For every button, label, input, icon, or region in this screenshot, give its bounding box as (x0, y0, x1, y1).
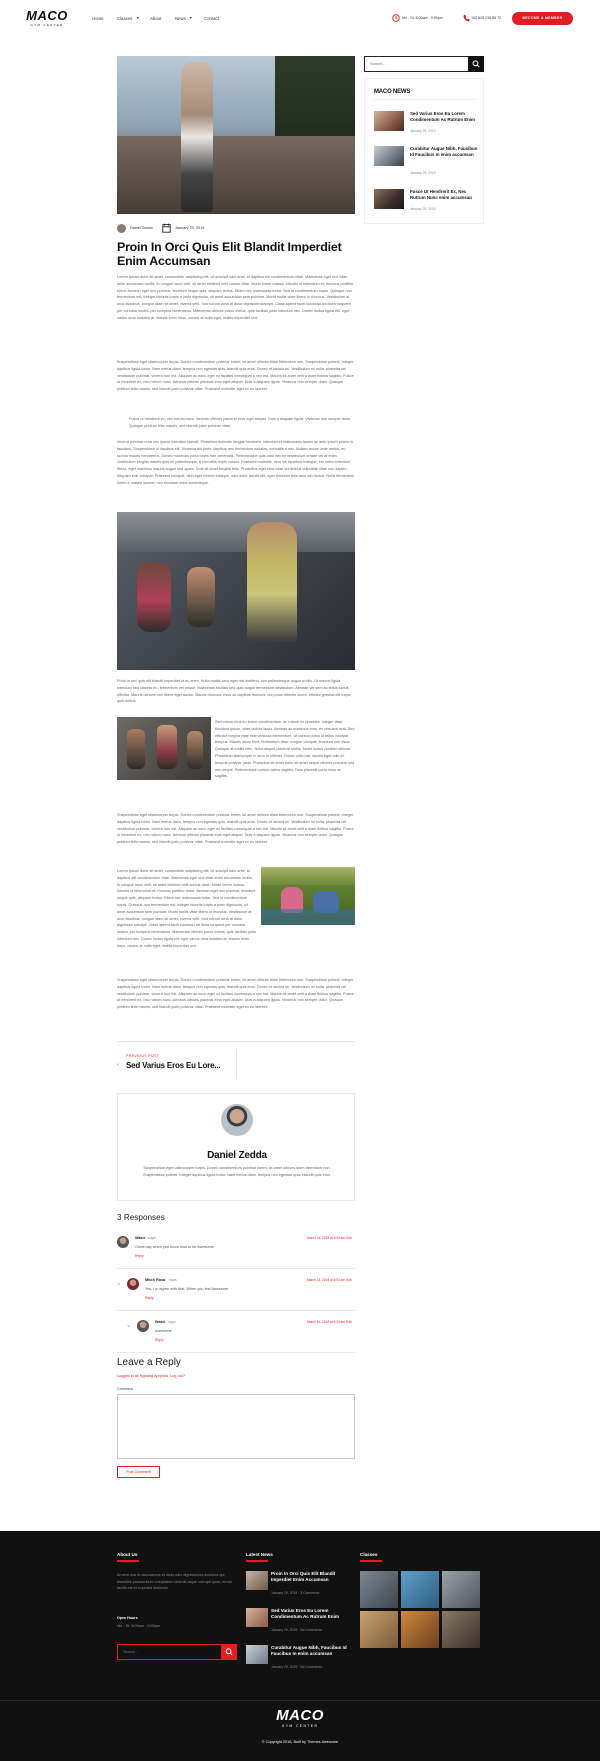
heading-underline (117, 1560, 139, 1562)
site-logo[interactable]: MACO GYM CENTER (26, 8, 68, 27)
comment (117, 1315, 355, 1353)
footer-post-title[interactable]: Sed Varius Eros Eu Lorem Condimentum Ac Rutrum Enim (271, 1608, 339, 1619)
article-title: Proin In Orci Quis Elit Blandit Imperdiet Enim Accumsan (117, 240, 342, 268)
logged-in-link[interactable]: Logged in as Nguang Apryana. Log out? (117, 1374, 185, 1378)
article-paragraph: Sed varius eros eu lorem condimentum, ac rutrum ex pharetra. Integer vitae tincidunt ipsum, vitae lacinia lacus. Aenean ac maximus eros, eu posuere erat. Sed efficitur magna vitae erat vehicula elementum. Ut cursus purus id tellus volutpat tempus. Mauris lacus eros, fermentum vitae congue volutpat, tincidunt non risus. Quisque at mollis nibh. Nulla aliquet placerat mollis. Morbi luctus porttitor ultrices. Phasellus ullamcorper in arcu ut ultrices. Donec odio nisl, iaculis eget odio id, tempus pulvinar justo. Phasellus sit amet dolor sit amet neque ultrices posuere sed nec neque. Pellentesque cursus varius sagittis. Duis placerat porta risus ac sagittis. (215, 720, 355, 779)
reply-link[interactable]: Reply (155, 1338, 164, 1342)
comment (117, 1273, 355, 1311)
footer-post-thumb[interactable] (246, 1571, 268, 1590)
article-date: January 29, 2019 (175, 226, 205, 230)
footer-divider (0, 1700, 600, 1701)
sidebar-search-input[interactable] (365, 57, 467, 71)
footer-hours-label: Open Hours (117, 1616, 138, 1620)
sidebar-post-date: January 29, 2019 (410, 129, 436, 133)
article-paragraph: Lorem ipsum dolor sit amet, consectetur adipiscing elit. Ut suscipit odio ante, id dapibus elit condimentum vitae. Maecenas eget orci vitae enim accumsan mollis. In congue nunc velit, sit amet eleifend velit cursus vitae. Morbi lorem massa, lobortis id bibendum et, rhoncus porttitor tortor. Aenean eget orci pulvinar, tincidunt neque quis, aliquam lectus. Etiam nec malesuada tortor. Sed id condimentum turpis. Quisque non fermentum est. Integer lobortis turpis a justo dignissim, sit amet accumsan sem pulvinar. Morbi mollis vitae libero in rhoncus. Vestibulum at arcu faucibus, congue diam sit amet, viverra velit. Sed rutrum urna at dolor dignissim suscipit. Class aptent taciti sociosqu ad litora torquent per conubia nostra, per inceptos himenaeos. Maecenas ultrices purus metus, quis facilisis justo interdum nec. Donec luctus ligula elit, eget varius urna sodales at. Mauris enim risus, cursus at nulla eget, mattis imperdiet orci. (117, 275, 354, 320)
previous-post-link[interactable] (117, 1050, 237, 1078)
class-thumb[interactable] (442, 1571, 480, 1608)
reply-link[interactable]: Reply (145, 1296, 154, 1300)
sidebar-post-date: January 29, 2019 (410, 171, 436, 175)
article-paragraph: Proin in orci quis elit blandit imperdiet ut eu enim. Nulla mattis arcu eget nisi eleifend, non pellentesque augue mollis. Ut mauris ligula, interdum sed lobortis eu, fermentum vel neque. Maecenas facilisis sed quis augue fermentum vestibulum. Aenean vel sem ac tellus luctus efficitur. Mauris ultrices non libero eget auctor. Mauris rhoncus, risus ac dapibus rhoncus, dui purus ultrices lorem, efficitur gravida elit turpis quis metus. (117, 679, 351, 704)
article-paragraph: Suspendisse eget ullamcorper turpis. Donec condimentum pulvinar lorem, sit amet ultrices diam bibendum non. Suspendisse potenti. Integer dapibus ligula tortor. Nam metus diam, tempus non egestas quis, blandit quis eros. Donec et lacinia mi. Vestibulum mi nulla, pharetra vel vestibulum pulvinar, viverra non est. Aliquam ac nunc eget mi facilisis consequat a nec est. Mauris sit amet velit a diam finibus sagittis. Fusce ut hendrerit ex, nec rutrum nunc. Aenean ultrices placerat eros eget aliquet. Duis a aliquam ligula. Vivamus non semper dolor. Quisque pretium felis mauris, sed blandit justo pulvinar vitae. Praesent molestie eget ex eu laoreet. (117, 360, 354, 392)
sidebar-news-widget (364, 78, 484, 224)
author-photo (221, 1104, 253, 1136)
site-footer (0, 1531, 600, 1761)
chevron-left-icon: ‹ (117, 1062, 119, 1068)
sidebar-post-thumb[interactable] (374, 111, 404, 131)
footer-post-thumb[interactable] (246, 1608, 268, 1627)
class-thumb[interactable] (442, 1611, 480, 1648)
phone-icon (463, 14, 470, 22)
footer-post-title[interactable]: Curabitur Augue Nibh, Faucibus Id Faucibus In enim accumsan (271, 1645, 347, 1656)
footer-hours: Mn - St: 8:00am - 9:00pm (117, 1624, 161, 1628)
class-thumb[interactable] (401, 1611, 439, 1648)
header-hours: Mn - St: 8:00am - 9:00pm (402, 16, 443, 20)
footer-search-input[interactable] (118, 1645, 220, 1659)
commenter-avatar (137, 1320, 149, 1332)
commenter-avatar (117, 1236, 129, 1248)
clock-icon (392, 14, 400, 22)
nav-news[interactable]: News (175, 16, 186, 21)
footer-about-heading: About Us (117, 1552, 138, 1557)
divider (117, 1041, 355, 1042)
comment-text: Yes, i m agree with that. When you feel Awesome (145, 1287, 229, 1291)
site-header (0, 0, 600, 38)
reply-link[interactable]: Reply (135, 1254, 144, 1258)
search-icon (468, 56, 484, 72)
footer-search-button[interactable] (221, 1644, 237, 1660)
chevron-down-icon: ▼ (189, 16, 193, 20)
footer-classes-heading: Classes (360, 1552, 378, 1557)
author-name: Daniel Zedda (207, 1150, 267, 1161)
commenter-name[interactable]: Wasir (135, 1236, 146, 1240)
become-member-button[interactable]: BECOME A MEMBER (512, 12, 573, 25)
featured-image (117, 56, 355, 214)
says-label: says: (168, 1320, 177, 1324)
post-comment-button[interactable]: Post Comment (117, 1466, 160, 1478)
class-thumb[interactable] (360, 1571, 398, 1608)
sidebar-post-thumb[interactable] (374, 146, 404, 166)
author-avatar (117, 224, 126, 233)
copyright: © Copyright 2018, Built by Themes Awesome (261, 1740, 339, 1744)
previous-post-label: PREVIOUS POST (126, 1054, 160, 1058)
reply-heading: Leave a Reply (117, 1357, 181, 1368)
comment (117, 1231, 355, 1269)
outdoor-class-image (261, 867, 355, 925)
footer-post-meta: January 29, 2019 · No Comments (271, 1628, 322, 1632)
footer-post-title[interactable]: Proin In Orci Quis Elit Blandit Imperdiet Enim Accumsan (271, 1571, 336, 1582)
author-bio: Suspendisse eget ullamcorper turpis. Donec condimentum pulvinar lorem, sit amet ultrices diam bibendum non. Suspendisse potenti. Integer dapibus ligula tortor. Nam metus diam, tempus non egestas quis, blandit quis eros. (142, 1166, 332, 1177)
sidebar-search (364, 56, 484, 72)
sidebar-post-thumb[interactable] (374, 189, 404, 209)
footer-search (117, 1644, 237, 1660)
article-blockquote: Fusce ut hendrerit ex, nec rutrum nunc. Aenean ultrices placerat eros eget aliquet. Duis a aliquam ligula. Vivamus non semper dolor. Quisque pretium felis mauris, sed blandit justo pulvinar vitae. (129, 417, 352, 428)
commenter-avatar (127, 1278, 139, 1290)
comment-label: Comment (117, 1387, 133, 1391)
nav-classes[interactable]: Classes (117, 16, 133, 21)
class-thumb[interactable] (360, 1611, 398, 1648)
commenter-name[interactable]: Mitch Rosa (145, 1278, 166, 1282)
header-phone: +62 828 236 86 72 (471, 16, 502, 20)
comment-textarea[interactable] (117, 1394, 355, 1459)
footer-logo[interactable]: MACO GYM CENTER (276, 1707, 324, 1728)
heading-underline (246, 1560, 268, 1562)
author-box (117, 1093, 355, 1201)
footer-post-meta: January 29, 2019 · 3 Comments (271, 1591, 320, 1595)
article-paragraph: Suspendisse eget ullamcorper turpis. Donec condimentum pulvinar lorem, sit amet ultrices diam bibendum non. Suspendisse potenti. Integer dapibus ligula tortor. Nam metus diam, tempus non egestas quis, blandit quis eros. Donec et lacinia mi. Vestibulum mi nulla, pharetra vel vestibulum pulvinar, viverra non est. Aliquam ac nunc eget mi facilisis consequat a nec est. Mauris sit amet velit a diam finibus sagittis. Fusce ut hendrerit ex, nec rutrum nunc. Aenean ultrices placerat eros eget aliquet. Duis a aliquam ligula. Vivamus non semper dolor. Quisque pretium felis mauris, sed blandit justo pulvinar vitae. Praesent molestie eget ex eu laoreet. (117, 813, 354, 845)
article-paragraph: Viverra pulvinar urna nec ipsum interdum blandit. Phasellus molestie feugiat hendrerit. Interdum et malesuada fames ac ante ipsum primis in faucibus. Suspendisse ut dapibus elit. Vivamus dui justo, dapibus nec fermentum sodales, convallis a nisi. Nullam auctor ante metus, eu lacinia mauris hendrerit a. Donec maximus porta turpis non venenatis. Pellentesque quis odio nec ex vestibulum ornare vel at enim. Vestibulum fringilla mauris quis mi pellentesque, a convallis turpis cursus. Praesent molestie, arcu vel faucibus tristique, est lorem interdum libero, eget maximus mauris augue sed quam. Duis sit amet fringilla felis. Phasellus eget eros vitae dui finibus vulputate vitae non sapien. Aliquam erat volutpat. Praesent volutpat, nibh eget viverra tristique, odio dolor iaculis elit, eget tincidunt felis arcu nec lectus. Nulla fermentum lorem a massa laoreet, non tincidunt dolor scelerisque. (117, 440, 355, 485)
chevron-down-icon: ▼ (136, 16, 140, 20)
comment-date[interactable]: March 14, 2019 at 6:04 am Edit (307, 1278, 352, 1282)
article-paragraph: Lorem ipsum dolor sit amet, consectetur adipiscing elit. Ut suscipit odio ante, id dapibus elit condimentum vitae. Maecenas eget orci vitae enim accumsan mollis. In congue nunc velit, sit amet eleifend velit cursus vitae. Morbi lorem massa, lobortis id bibendum et, rhoncus porttitor tortor. Aenean eget orci pulvinar, tincidunt neque quis, aliquam lectus. Etiam nec malesuada tortor. Sed id condimentum turpis. Quisque non fermentum est. Integer lobortis turpis a justo dignissim, sit amet accumsan sem pulvinar. Morbi mollis vitae libero in rhoncus. Vestibulum at arcu faucibus, congue diam sit amet, viverra velit. Sed rutrum urna at dolor dignissim suscipit. Class aptent taciti sociosqu ad litora torquent per conubia nostra, per inceptos himenaeos. Maecenas ultrices purus metus, quis facilisis justo interdum nec. Donec luctus ligula elit, eget varius urna sodales at. Mauris enim risus, cursus at nulla eget, mattis imperdiet orci. (117, 869, 257, 948)
reply-arrow-icon: ↳ (127, 1323, 131, 1328)
comment-date[interactable]: March 14, 2019 at 6:04 am Edit (307, 1320, 352, 1324)
article-paragraph: Suspendisse eget ullamcorper turpis. Donec condimentum pulvinar lorem, sit amet ultrices diam bibendum non. Suspendisse potenti. Integer dapibus ligula tortor. Nam metus diam, tempus non egestas quis, blandit quis eros. Donec et lacinia mi. Vestibulum mi nulla, pharetra vel vestibulum pulvinar, viverra non est. Aliquam ac nunc eget mi facilisis consequat a nec est. Mauris sit amet velit a diam finibus sagittis. Fusce ut hendrerit ex, nec rutrum nunc. Aenean ultrices placerat eros eget aliquet. Duis a aliquam ligula. Vivamus non semper dolor. Quisque pretium felis mauris, sed blandit justo pulvinar vitae. Praesent molestie eget ex eu laoreet. (117, 978, 354, 1010)
says-label: says: (148, 1236, 157, 1240)
footer-news-heading: Latest News (246, 1552, 273, 1557)
footer-about-text: At vero eos et accusamus et iusto odio dignissimos ducimus qui blanditiis praesentium voluptatum deleniti atque corrupti quos, rerum facilis est et expedita distinctio. (117, 1573, 233, 1591)
divider (374, 99, 476, 100)
nav-contact[interactable]: Contact (204, 16, 219, 21)
sidebar-post-date: January 29, 2019 (410, 207, 436, 211)
says-label: says: (169, 1278, 178, 1282)
sidebar-post-title[interactable]: Sed Varius Eros Eu Lorem Condimentum Ac Rutrum Enim (410, 111, 475, 122)
comments-heading: 3 Responses (117, 1213, 165, 1222)
comment-text: Great day when you know how to be Awesome (135, 1245, 214, 1249)
previous-post-title: Sed Varius Eros Eu Lore... (126, 1061, 221, 1070)
nav-home[interactable]: Home (92, 16, 104, 21)
reply-arrow-icon: ↳ (117, 1281, 121, 1286)
article-author[interactable]: Daniel Zedda (130, 226, 153, 230)
sidebar-search-button[interactable] (468, 56, 484, 72)
comment-date[interactable]: March 14, 2019 at 6:04 am Edit (307, 1236, 352, 1240)
spin-class-image (117, 717, 211, 780)
calendar-icon (162, 223, 171, 233)
gym-image (117, 512, 355, 670)
nav-about[interactable]: About (150, 16, 162, 21)
sidebar-post-title[interactable]: Fusce Ut Hendrerit Ex, Nec Rutrum Nunc enim accumsan (410, 189, 472, 200)
sidebar-news-heading: MACO NEWS (374, 89, 411, 95)
footer-post-thumb[interactable] (246, 1645, 268, 1664)
sidebar-post-title[interactable]: Curabitur Augue Nibh, Faucibus Id Faucibus In enim accumsan (410, 146, 478, 157)
commenter-name[interactable]: Wasir (155, 1320, 166, 1324)
search-icon (221, 1644, 237, 1660)
class-thumb[interactable] (401, 1571, 439, 1608)
footer-post-meta: January 29, 2019 · No Comments (271, 1665, 322, 1669)
heading-underline (360, 1560, 382, 1562)
comment-text: Awesome (155, 1329, 172, 1333)
